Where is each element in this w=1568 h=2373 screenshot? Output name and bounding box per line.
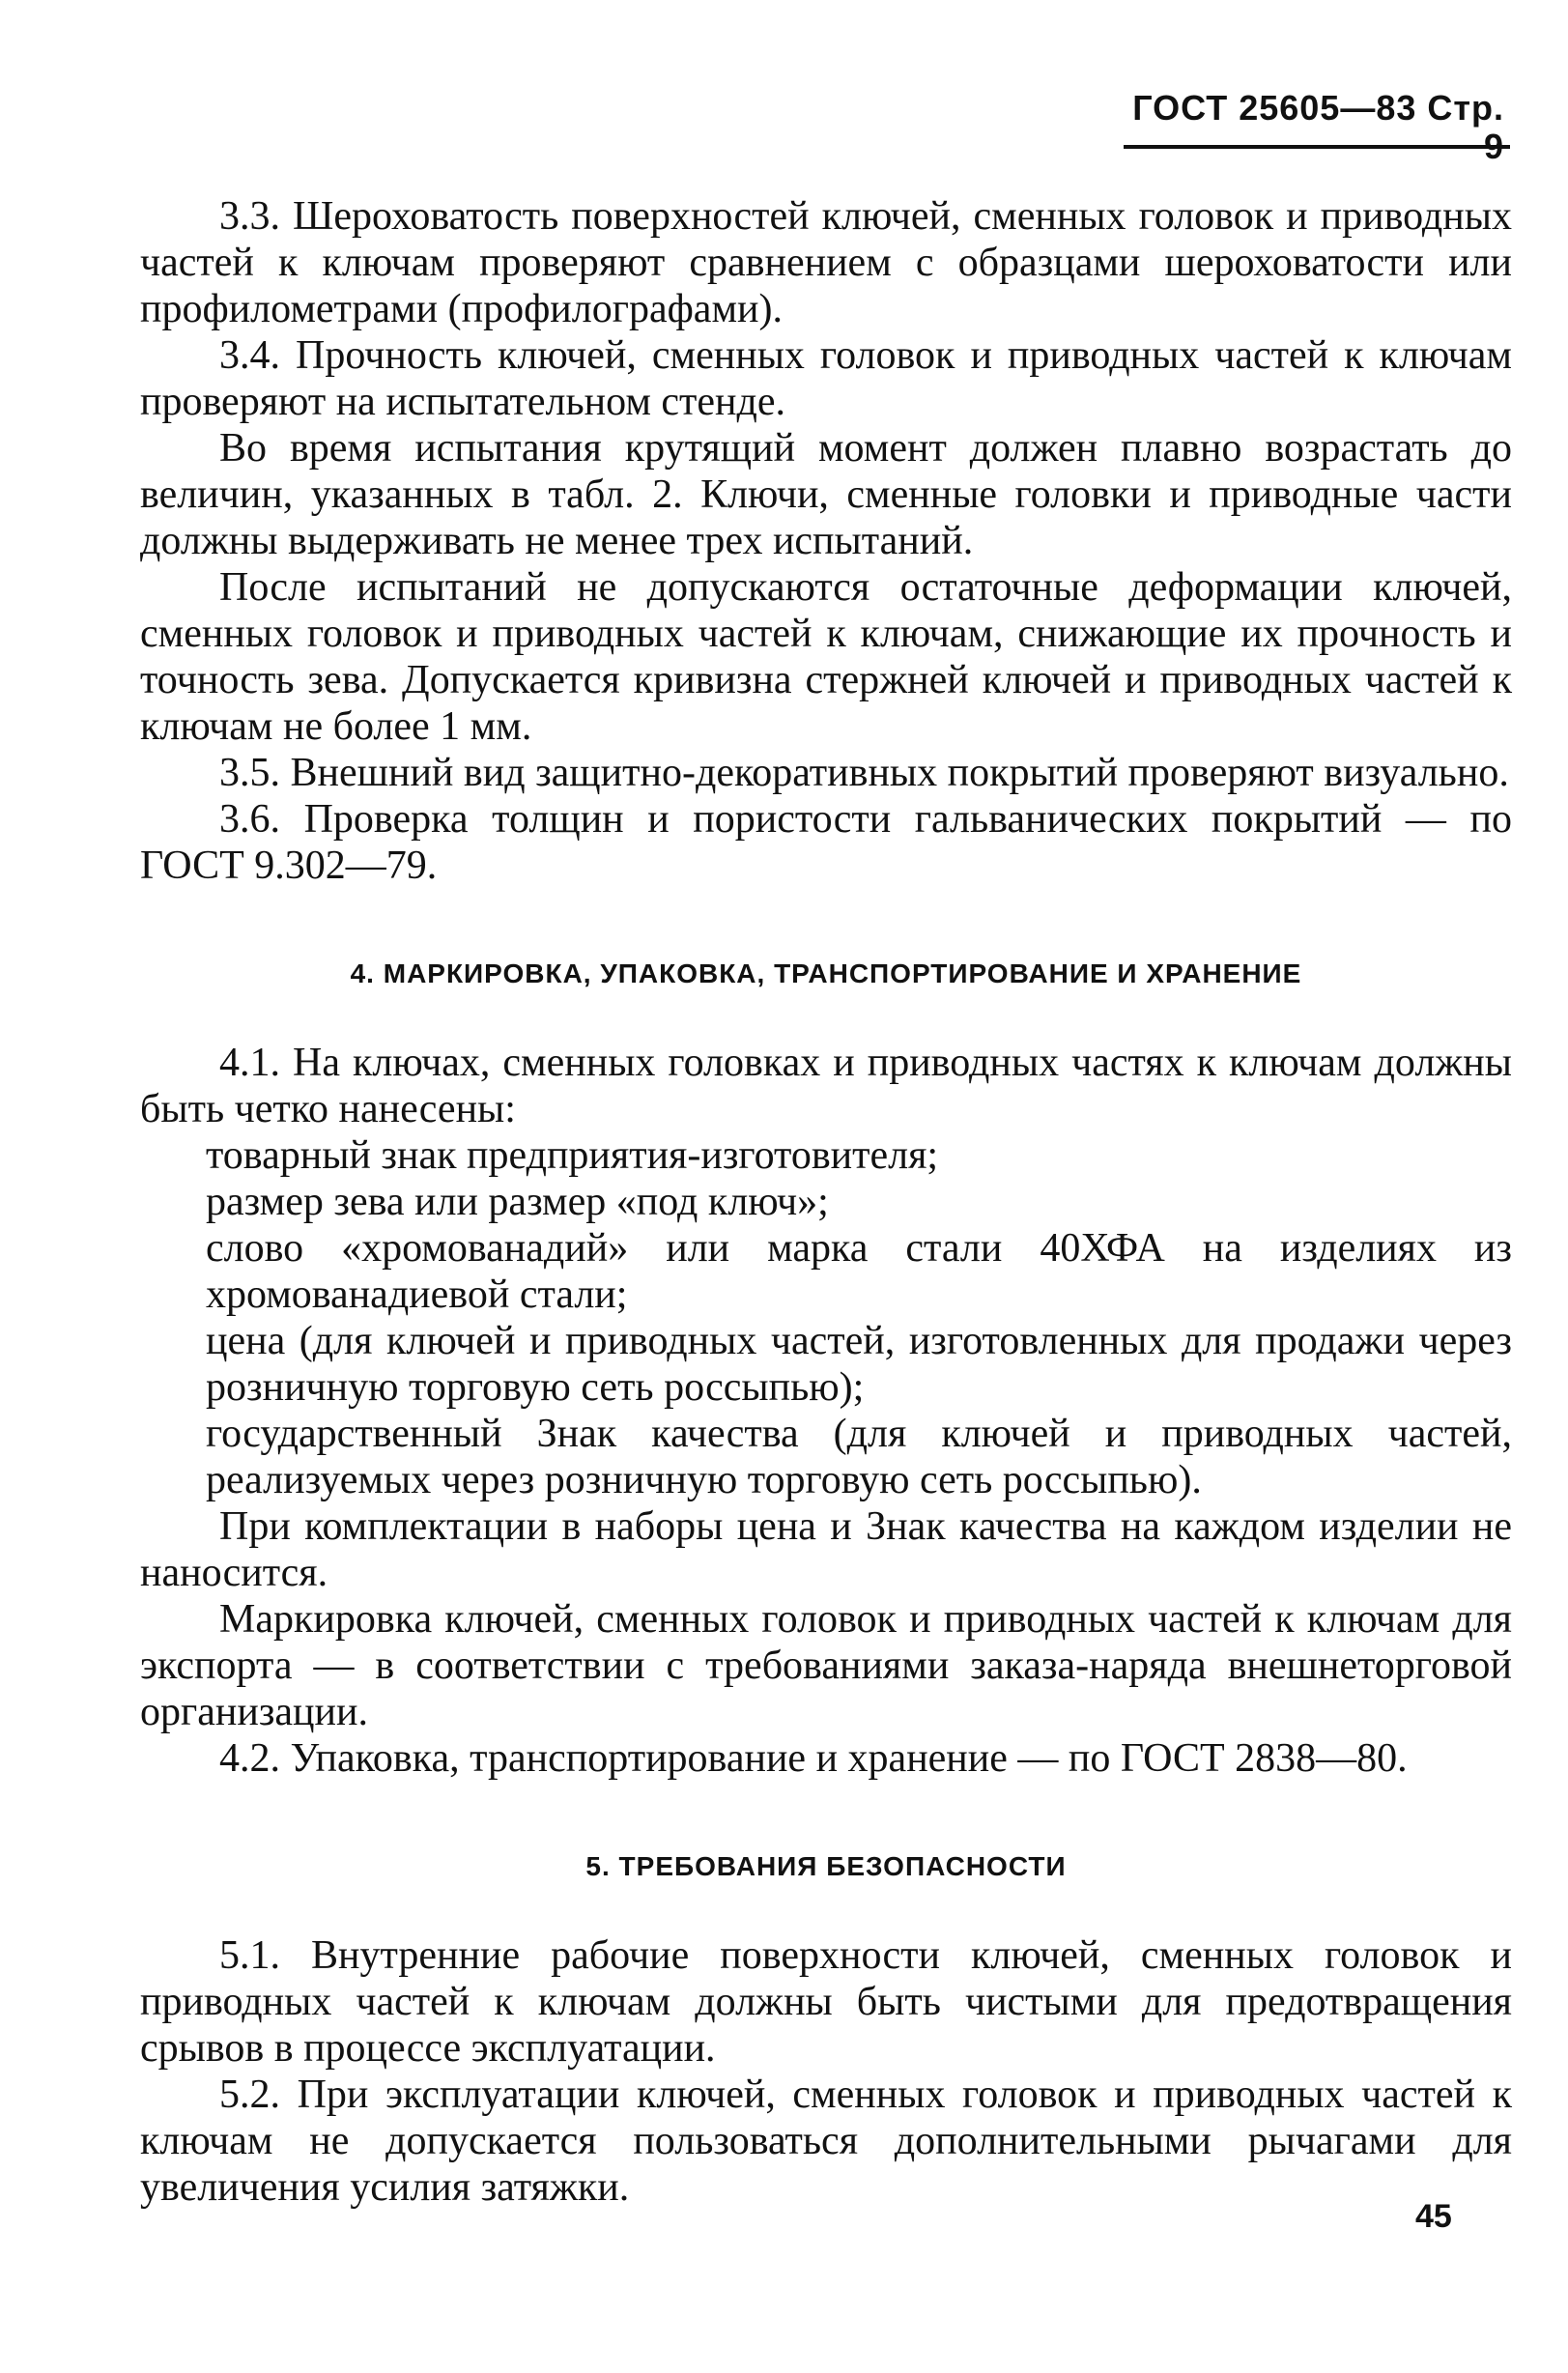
paragraph-3-4-c: После испытаний не допускаются остаточные деформации ключей, сменных головок и приводных частей к ключам, снижающие их прочность и точность зева. Допускается кривизна стержней ключей и приводных частей к ключам не более 1 мм. — [140, 565, 1512, 749]
paragraph-3-6: 3.6. Проверка толщин и пористости гальванических покрытий — по ГОСТ 9.302—79. — [140, 797, 1512, 888]
paragraph-5-2: 5.2. При эксплуатации ключей, сменных головок и приводных частей к ключам не допускается пользоваться дополнительными рычагами для увеличения усилия затяжки. — [140, 2073, 1512, 2210]
paragraph-4-1-c: Маркировка ключей, сменных головок и приводных частей к ключам для экспорта — в соответствии с требованиями заказа-наряда внешнеторговой организации. — [140, 1597, 1512, 1734]
paragraph-3-5: 3.5. Внешний вид защитно-декоративных покрытий проверяют визуально. — [219, 751, 1509, 795]
marking-item-2: размер зева или размер «под ключ»; — [206, 1180, 829, 1224]
marking-item-5: государственный Знак качества (для ключей и приводных частей, реализуемых через розничную торговую сеть россыпью). — [206, 1412, 1512, 1502]
document-body — [140, 193, 1512, 2211]
paragraph-4-2: 4.2. Упаковка, транспортирование и хранение — по ГОСТ 2838—80. — [219, 1736, 1408, 1781]
paragraph-4-1: 4.1. На ключах, сменных головках и приводных частях к ключам должны быть четко нанесены: — [140, 1041, 1512, 1131]
paragraph-3-4: 3.4. Прочность ключей, сменных головок и приводных частей к ключам проверяют на испытательном стенде. — [140, 333, 1512, 424]
marking-item-1: товарный знак предприятия-изготовителя; — [206, 1133, 939, 1178]
marking-item-3: слово «хромованадий» или марка стали 40ХФА на изделиях из хромованадиевой стали; — [206, 1226, 1512, 1317]
paragraph-4-1-b: При комплектации в наборы цена и Знак качества на каждом изделии не наносится. — [140, 1504, 1512, 1595]
running-title: ГОСТ 25605—83 Стр. 9 — [1132, 88, 1504, 166]
paragraph-3-4-b: Во время испытания крутящий момент должен плавно возрастать до величин, указанных в табл. 2. Ключи, сменные головки и приводные части должны выдерживать не менее трех испытаний. — [140, 426, 1512, 563]
section-4-heading: 4. МАРКИРОВКА, УПАКОВКА, ТРАНСПОРТИРОВАНИЕ И ХРАНЕНИЕ — [350, 958, 1302, 988]
paragraph-3-3: 3.3. Шероховатость поверхностей ключей, сменных головок и приводных частей к ключам проверяют сравнением с образцами шероховатости или профилометрами (профилографами). — [140, 194, 1512, 331]
running-header — [1124, 88, 1510, 166]
page-number: 45 — [1415, 2198, 1452, 2235]
marking-item-4: цена (для ключей и приводных частей, изготовленных для продажи через розничную торговую сеть россыпью); — [206, 1319, 1512, 1410]
section-5-heading: 5. ТРЕБОВАНИЯ БЕЗОПАСНОСТИ — [585, 1851, 1067, 1881]
paragraph-5-1: 5.1. Внутренние рабочие поверхности ключей, сменных головок и приводных частей к ключам должны быть чистыми для предотвращения срывов в процессе эксплуатации. — [140, 1933, 1512, 2071]
